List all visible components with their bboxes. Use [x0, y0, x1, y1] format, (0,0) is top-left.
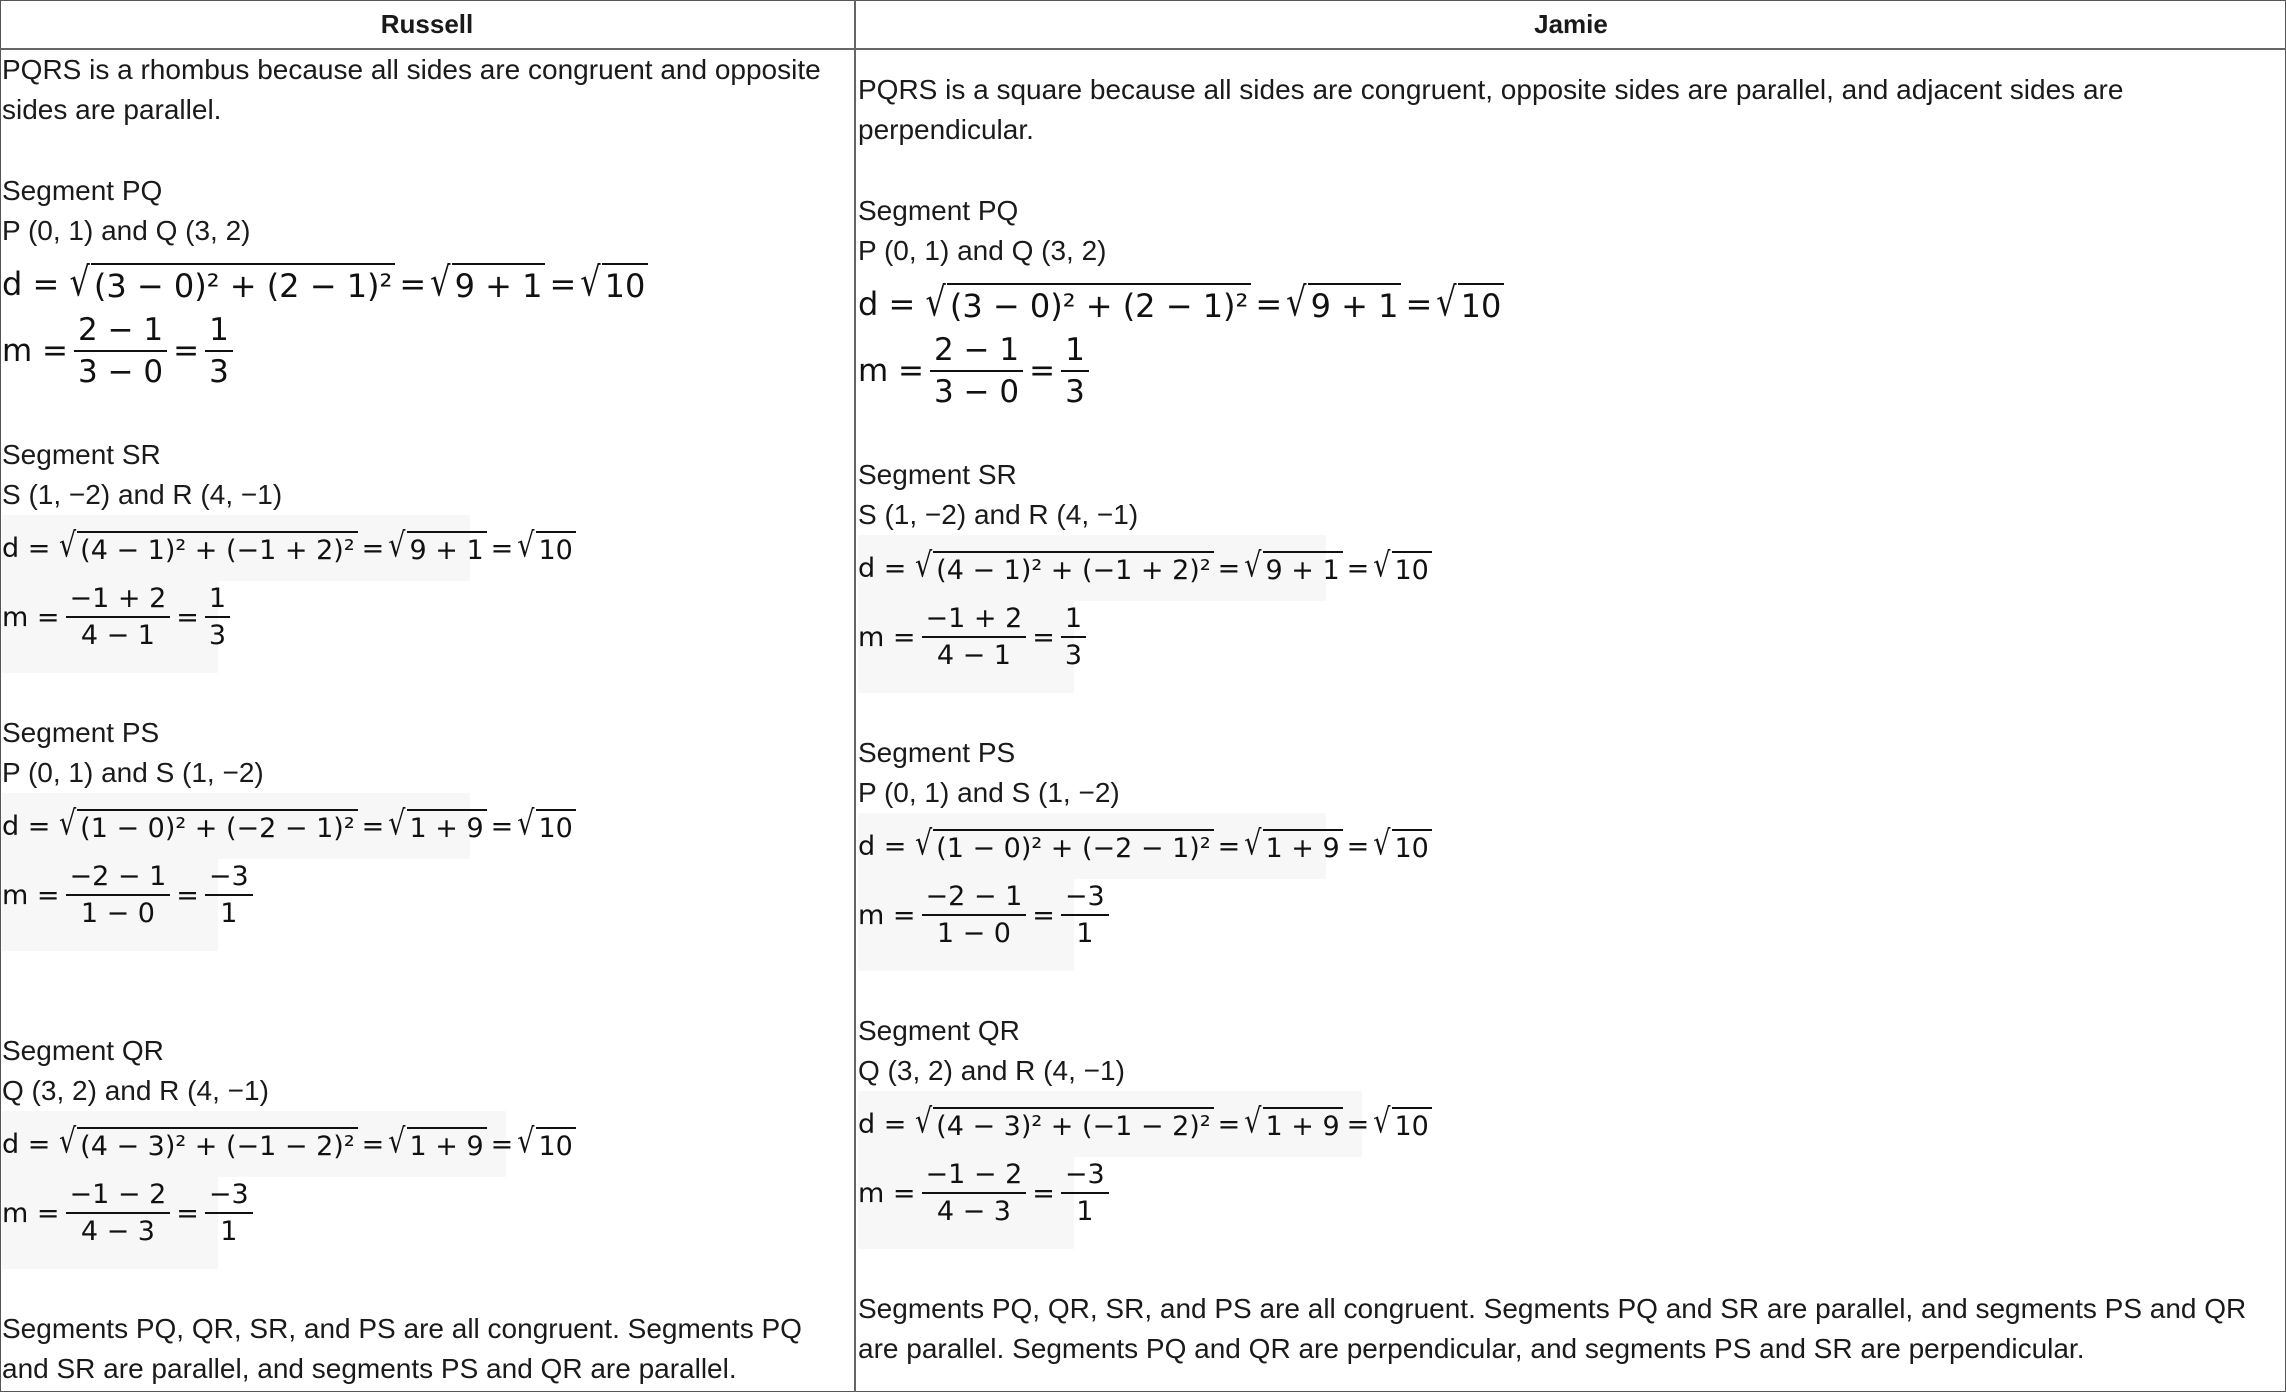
jamie-segment-ps-points: P (0, 1) and S (1, −2)	[858, 777, 1120, 808]
russell-qr-distance-formula: d = √ (4 − 3)² + (−1 − 2)² = √ 1 + 9 = √ 10	[2, 1117, 576, 1171]
jamie-segment-pq-title: Segment PQ	[858, 195, 1019, 226]
russell-sr-distance-formula: d = √ (4 − 1)² + (−1 + 2)² = √ 9 + 1 = √ 10	[2, 521, 576, 575]
russell-segment-sr-title: Segment SR	[2, 439, 161, 470]
russell-ps-distance-formula: d = √ (1 − 0)² + (−2 − 1)² = √ 1 + 9 = √ 10	[2, 799, 576, 853]
jamie-segment-sr-points: S (1, −2) and R (4, −1)	[858, 499, 1139, 530]
distance-label: d =	[2, 265, 60, 303]
jamie-ps-slope-formula: m = $\frac{-2 - 1}{1 - 0}$ = $\frac{-3}{1}$	[858, 881, 1115, 949]
header-russell: Russell	[380, 9, 474, 39]
russell-sr-slope-formula: m = $\frac{-1 + 2}{4 - 1}$ = $\frac{1}{3}$	[2, 583, 236, 651]
russell-qr-slope-formula: m = $\frac{-1 - 2}{4 - 3}$ = $\frac{-3}{1}$	[2, 1179, 259, 1247]
jamie-segment-ps-title: Segment PS	[858, 737, 1016, 768]
jamie-segment-pq-points: P (0, 1) and Q (3, 2)	[858, 235, 1107, 266]
jamie-segment-qr-title: Segment QR	[858, 1015, 1020, 1046]
jamie-segment-qr-points: Q (3, 2) and R (4, −1)	[858, 1055, 1125, 1086]
distance-radicand: (3 − 0)² + (2 − 1)²	[91, 263, 396, 305]
jamie-qr-distance-formula: d = √ (4 − 3)² + (−1 − 2)² = √ 1 + 9 = √ 10	[858, 1097, 1432, 1151]
russell-segment-pq-title: Segment PQ	[2, 175, 163, 206]
jamie-pq-distance-formula: d = √ (3 − 0)² + (2 − 1)² = √ 9 + 1 = √ 10	[858, 276, 1504, 332]
russell-segment-qr-title: Segment QR	[2, 1035, 164, 1066]
russell-segment-pq-points: P (0, 1) and Q (3, 2)	[2, 215, 251, 246]
jamie-ps-distance-formula: d = √ (1 − 0)² + (−2 − 1)² = √ 1 + 9 = √ 10	[858, 819, 1432, 873]
distance-simplified: 9 + 1	[452, 263, 546, 305]
russell-pq-slope-formula: m = $\frac{2 - 1}{3 - 0}$ = $\frac{1}{3}$	[2, 312, 239, 390]
jamie-intro: PQRS is a square because all sides are congruent, opposite sides are parallel, and adjacent sides are perpendicular.	[858, 74, 2124, 145]
russell-segment-ps-title: Segment PS	[2, 717, 160, 748]
russell-segment-sr-points: S (1, −2) and R (4, −1)	[2, 479, 283, 510]
russell-intro: PQRS is a rhombus because all sides are congruent and opposite sides are parallel.	[2, 54, 821, 125]
russell-ps-slope-formula: m = $\frac{-2 - 1}{1 - 0}$ = $\frac{-3}{1}$	[2, 861, 259, 929]
jamie-conclusion: Segments PQ, QR, SR, and PS are all congruent. Segments PQ and SR are parallel, and segments PS and QR are parallel. Segments PQ and QR are perpendicular, and segments PS and SR are perpendicular.	[858, 1293, 2247, 1364]
jamie-qr-slope-formula: m = $\frac{-1 - 2}{4 - 3}$ = $\frac{-3}{1}$	[858, 1159, 1115, 1227]
russell-segment-ps-points: P (0, 1) and S (1, −2)	[2, 757, 264, 788]
jamie-sr-slope-formula: m = $\frac{-1 + 2}{4 - 1}$ = $\frac{1}{3}$	[858, 603, 1092, 671]
slope-label: m =	[2, 333, 69, 369]
header-jamie: Jamie	[1534, 9, 1608, 39]
russell-segment-qr-points: Q (3, 2) and R (4, −1)	[2, 1075, 269, 1106]
russell-conclusion: Segments PQ, QR, SR, and PS are all congruent. Segments PQ and SR are parallel, and segments PS and QR are parallel.	[2, 1313, 802, 1384]
jamie-segment-sr-title: Segment SR	[858, 459, 1017, 490]
column-divider	[854, 0, 856, 1392]
jamie-sr-distance-formula: d = √ (4 − 1)² + (−1 + 2)² = √ 9 + 1 = √ 10	[858, 541, 1432, 595]
jamie-pq-slope-formula: m = $\frac{2 - 1}{3 - 0}$ = $\frac{1}{3}$	[858, 332, 1095, 410]
russell-pq-distance-formula: d = √ (3 − 0)² + (2 − 1)² = √ 9 + 1 = √ 10	[2, 256, 648, 312]
distance-result: 10	[602, 263, 649, 305]
